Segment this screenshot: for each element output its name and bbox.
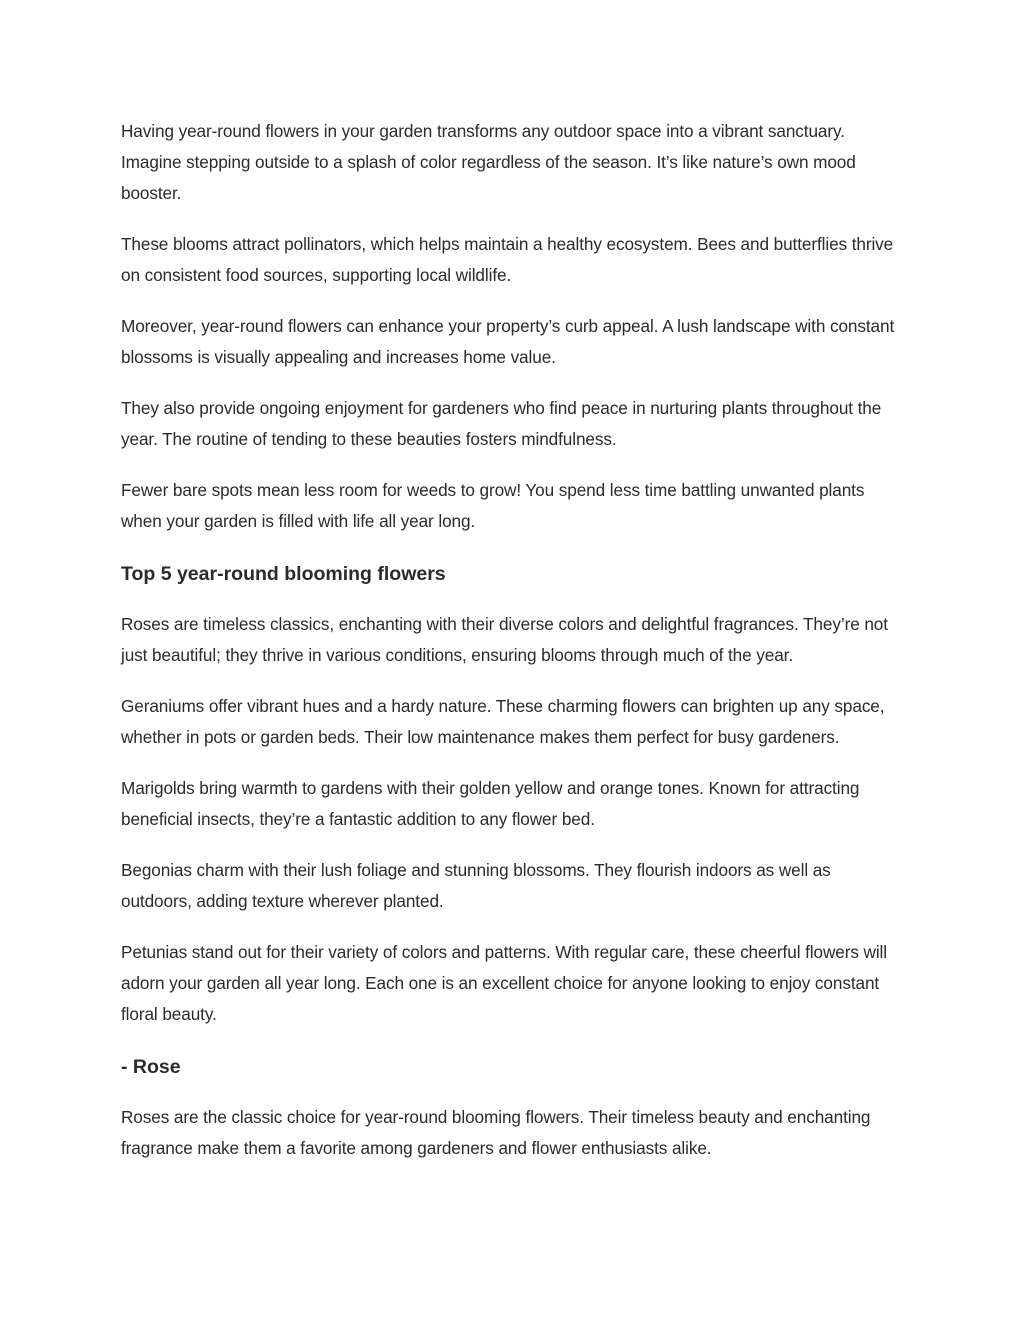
rose-paragraph: Roses are the classic choice for year-round blooming flowers. Their timeless beauty and enchanting fragrance make them a favorite among gardeners and flower enthusiasts alike. bbox=[121, 1107, 871, 1158]
section-paragraph-marigolds: Marigolds bring warmth to gardens with their golden yellow and orange tones. Known for attracting beneficial insects, they’re a fantastic addition to any flower bed. bbox=[121, 778, 860, 829]
section-paragraph-begonias: Begonias charm with their lush foliage and stunning blossoms. They flourish indoors as well as outdoors, adding texture wherever planted. bbox=[121, 860, 831, 911]
document-body bbox=[121, 116, 901, 1184]
section-paragraph-petunias: Petunias stand out for their variety of colors and patterns. With regular care, these cheerful flowers will adorn your garden all year long. Each one is an excellent choice for anyone looking to enjoy constant floral beauty. bbox=[121, 942, 887, 1024]
intro-paragraph-3: Moreover, year-round flowers can enhance your property’s curb appeal. A lush landscape with constant blossoms is visually appealing and increases home value. bbox=[121, 316, 895, 367]
intro-paragraph-2: These blooms attract pollinators, which helps maintain a healthy ecosystem. Bees and butterflies thrive on consistent food sources, supporting local wildlife. bbox=[121, 234, 894, 285]
intro-paragraph-4: They also provide ongoing enjoyment for gardeners who find peace in nurturing plants throughout the year. The routine of tending to these beauties fosters mindfulness. bbox=[121, 398, 882, 449]
intro-paragraph-1: Having year-round flowers in your garden transforms any outdoor space into a vibrant sanctuary. Imagine stepping outside to a splash of color regardless of the season. It’s like nature’s own mood booster. bbox=[121, 121, 856, 203]
section-paragraph-roses: Roses are timeless classics, enchanting with their diverse colors and delightful fragrances. They’re not just beautiful; they thrive in various conditions, ensuring blooms through much of the year. bbox=[121, 614, 888, 665]
section-heading: Top 5 year-round blooming flowers bbox=[121, 563, 446, 585]
rose-subheading: - Rose bbox=[121, 1056, 181, 1078]
section-paragraph-geraniums: Geraniums offer vibrant hues and a hardy nature. These charming flowers can brighten up any space, whether in pots or garden beds. Their low maintenance makes them perfect for busy gardeners. bbox=[121, 696, 885, 747]
intro-paragraph-5: Fewer bare spots mean less room for weeds to grow! You spend less time battling unwanted plants when your garden is filled with life all year long. bbox=[121, 480, 865, 531]
